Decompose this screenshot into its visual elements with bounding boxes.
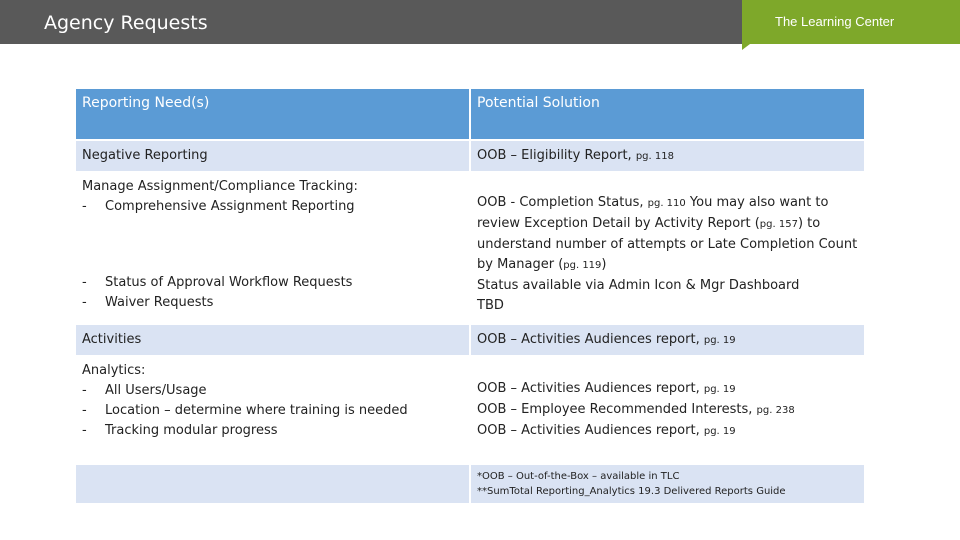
table-row (76, 173, 864, 323)
page-ref: pg. 19 (703, 334, 736, 346)
list-item: - Waiver Requests (82, 295, 214, 310)
empty-cell (76, 465, 469, 503)
solution-line: Status available via Admin Icon & Mgr Dashboard (477, 277, 800, 293)
solution-line: OOB – Activities Audiences report, pg. 19 (477, 422, 736, 438)
brand-label: The Learning Center (775, 14, 895, 29)
list-item: - Status of Approval Workflow Requests (82, 275, 353, 290)
solution-text: OOB – Activities Audiences report, (477, 331, 704, 347)
brand-bar-notch (742, 44, 750, 50)
solution-text: OOB – Eligibility Report, (477, 147, 636, 163)
solution-cell (471, 357, 864, 463)
solution-line: OOB – Activities Audiences report, pg. 19 (477, 380, 736, 396)
list-item: - Comprehensive Assignment Reporting (82, 199, 355, 214)
header-potential-solution: Potential Solution (471, 89, 864, 139)
solution-cell (471, 325, 864, 355)
list-item: - All Users/Usage (82, 383, 207, 398)
footnote: *OOB – Out-of-the-Box – available in TLC (477, 471, 680, 482)
footnote-row (76, 465, 864, 503)
need-title: Analytics: (82, 363, 146, 378)
footnote: **SumTotal Reporting_Analytics 19.3 Delivered Reports Guide (477, 486, 786, 497)
list-item: - Location – determine where training is needed (82, 403, 408, 418)
table-header-row (76, 89, 864, 139)
table-row (76, 357, 864, 463)
footnotes-cell (471, 465, 864, 503)
solution-cell (471, 141, 864, 171)
table-row (76, 325, 864, 355)
list-item: - Tracking modular progress (82, 423, 278, 438)
need-title: Manage Assignment/Compliance Tracking: (82, 179, 358, 194)
requests-table (74, 87, 866, 505)
solution-line: TBD (477, 297, 504, 313)
solution-line: OOB – Employee Recommended Interests, pg. 238 (477, 401, 795, 417)
solution-text: OOB - Completion Status, pg. 110 You may also want to review Exception Detail by Activity Report (pg. 157) to understand number of attempts or Late Completion Count by Manager (pg. 119) (477, 194, 858, 272)
need-cell (76, 173, 469, 323)
need-cell: Activities (76, 325, 469, 355)
need-cell: Negative Reporting (76, 141, 469, 171)
page-ref: pg. 118 (635, 150, 674, 162)
solution-cell (471, 173, 864, 323)
header-reporting-needs: Reporting Need(s) (76, 89, 469, 139)
page-title: Agency Requests (44, 12, 208, 34)
need-cell (76, 357, 469, 463)
table-row (76, 141, 864, 171)
